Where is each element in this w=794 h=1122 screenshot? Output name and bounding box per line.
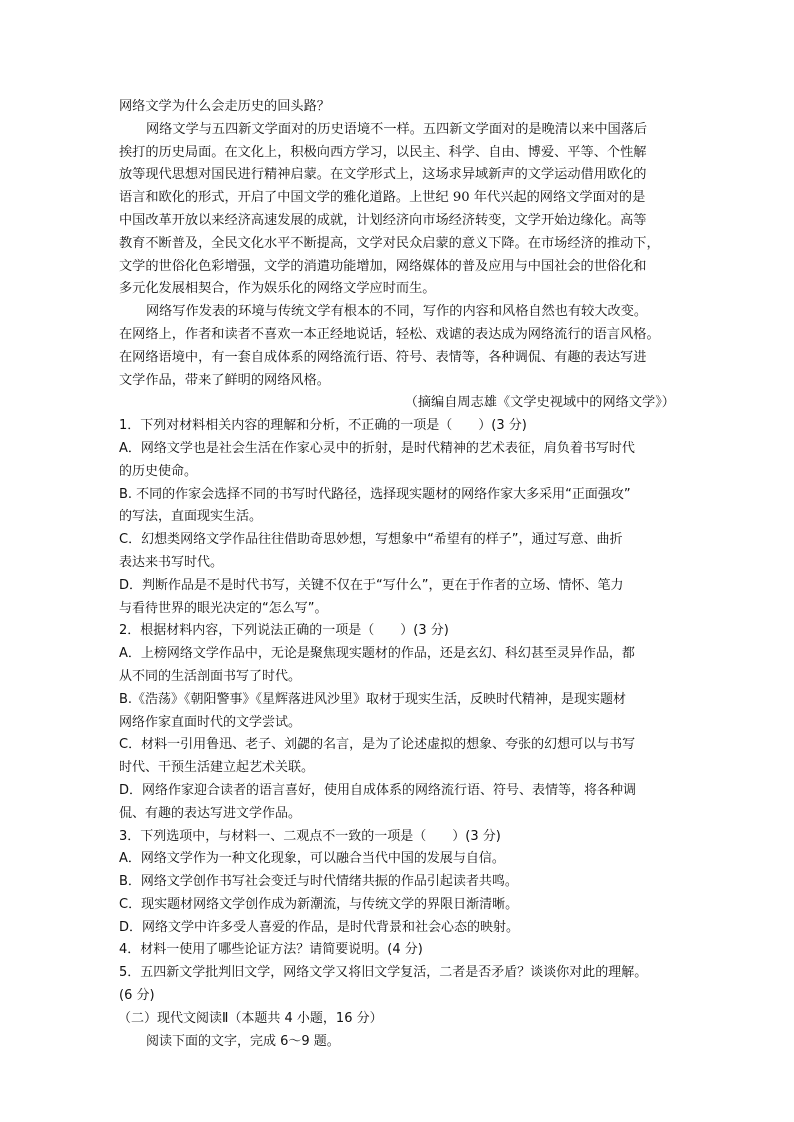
question-5: 5．五四新文学批判旧文学，网络文学又将旧文学复活，二者是否矛盾？谈谈你对此的理解。 — [119, 965, 648, 981]
option-line: 的历史使命。 — [119, 463, 198, 479]
option-line: B．网络文学创作书写社会变迁与时代情绪共振的作品引起读者共鸣。 — [119, 874, 518, 890]
option-line: 表达来书写时代。 — [119, 554, 224, 570]
option-line: 从不同的生活剖面书写了时代。 — [119, 668, 302, 684]
option-line: 与看待世界的眼光决定的“怎么写”。 — [119, 600, 328, 616]
question-list — [119, 415, 677, 1008]
question-1: 1．下列对材料相关内容的理解和分析，不正确的一项是（ ）(3 分) — [119, 418, 527, 434]
passage-paragraph-2 — [119, 301, 677, 392]
text-line: 挨打的历史局面。在文化上，积极向西方学习，以民主、科学、自由、博爱、平等、个性解 — [119, 144, 647, 160]
text-line: 中国改革开放以来经济高速发展的成就，计划经济向市场经济转变，文学开始边缘化。高等 — [119, 212, 647, 228]
text-line: 语言和欧化的形式，开启了中国文学的雅化道路。上世纪 90 年代兴起的网络文学面对的是 — [119, 190, 646, 206]
passage-paragraph-1 — [119, 119, 677, 301]
option-line: C．现实题材网络文学创作成为新潮流，与传统文学的界限日渐清晰。 — [119, 896, 519, 912]
section-instruction: 阅读下面的文字，完成 6～9 题。 — [146, 1033, 340, 1049]
option-line: D．网络文学中许多受人喜爱的作品，是时代背景和社会心态的映射。 — [119, 919, 520, 935]
passage-title: 网络文学为什么会走历史的回头路？ — [119, 99, 330, 114]
option-line: D．判断作品是不是时代书写，关键不仅在于“写什么”，更在于作者的立场、情怀、笔力 — [119, 577, 624, 593]
option-line: 的写法，直面现实生活。 — [119, 509, 263, 525]
text-line: 多元化发展相契合，作为娱乐化的网络文学应时而生。 — [119, 281, 436, 297]
option-line: 网络作家直面时代的文学尝试。 — [119, 714, 302, 730]
question-5-score: (6 分) — [119, 988, 155, 1004]
question-3: 3．下列选项中，与材料一、二观点不一致的一项是（ ）(3 分) — [119, 828, 501, 844]
option-line: B.《浩荡》《朝阳警事》《星辉落进风沙里》取材于现实生活，反映时代精神，是现实题材 — [119, 691, 627, 707]
text-line: 文学作品，带来了鲜明的网络风格。 — [119, 372, 330, 388]
text-line: 在网络语境中，有一套自成体系的网络流行语、符号、表情等，各种调侃、有趣的表达写进 — [119, 349, 647, 365]
text-line: 放等现代思想对国民进行精神启蒙。在文学形式上，这场求异域新声的文学运动借用欧化的 — [119, 167, 647, 183]
option-line: D．网络作家迎合读者的语言喜好，使用自成体系的网络流行语、符号、表情等，将各种调 — [119, 782, 637, 798]
option-line: A．上榜网络文学作品中，无论是聚焦现实题材的作品，还是玄幻、科幻甚至灵异作品，都 — [119, 646, 635, 662]
text-line: 网络写作发表的环境与传统文学有根本的不同，写作的内容和风格自然也有较大改变。 — [146, 304, 648, 320]
text-line: 网络文学与五四新文学面对的历史语境不一样。五四新文学面对的是晚清以来中国落后 — [146, 121, 648, 137]
option-line: A．网络文学作为一种文化现象，可以融合当代中国的发展与自信。 — [119, 851, 505, 867]
text-line: 在网络上，作者和读者不喜欢一本正经地说话，轻松、戏谑的表达成为网络流行的语言风格。 — [119, 326, 660, 342]
option-line: A．网络文学也是社会生活在作家心灵中的折射，是时代精神的艺术表征，肩负着书写时代 — [119, 440, 635, 456]
passage-source: （摘编自周志雄《文学史视域中的网络文学》） — [404, 395, 675, 411]
option-line: B. 不同的作家会选择不同的书写时代路径，选择现实题材的网络作家大多采用“正面强攻” — [119, 486, 631, 502]
section-heading: （二）现代文阅读Ⅱ（本题共 4 小题，16 分） — [118, 1010, 383, 1026]
option-line: C．幻想类网络文学作品往往借助奇思妙想，写想象中“希望有的样子”，通过写意、曲折 — [119, 532, 623, 548]
question-2: 2．根据材料内容，下列说法正确的一项是（ ）(3 分) — [119, 623, 449, 639]
option-line: 侃、有趣的表达写进文学作品。 — [119, 805, 302, 821]
option-line: 时代、干预生活建立起艺术关联。 — [119, 760, 315, 776]
text-line: 文学的世俗化色彩增强，文学的消遣功能增加，网络媒体的普及应用与中国社会的世俗化和 — [119, 258, 647, 274]
document-page — [119, 96, 677, 1053]
question-4: 4．材料一使用了哪些论证方法？请简要说明。(4 分) — [119, 942, 423, 958]
text-line: 教育不断普及，全民文化水平不断提高，文学对民众启蒙的意义下降。在市场经济的推动下， — [119, 235, 660, 251]
option-line: C．材料一引用鲁迅、老子、刘勰的名言，是为了论述虚拟的想象、夸张的幻想可以与书写 — [119, 737, 636, 753]
